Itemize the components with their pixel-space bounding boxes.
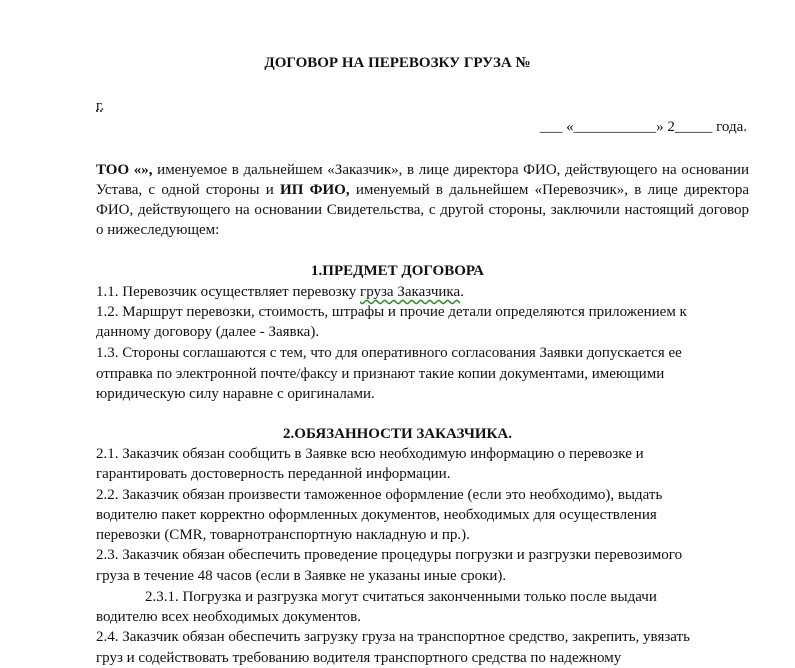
clause-1-3-cont-1: отправка по электронной почте/факсу и признают такие копии документами, имеющими xyxy=(96,366,665,382)
carrier-party: ИП ФИО, xyxy=(280,182,350,198)
intro-text-2: именуемый в дальнейшем «Перевозчик», в лице директора ФИО, действующего на основании Свидетельства, с другой стороны, заключили настоящий договор о нижеследующем: xyxy=(96,182,749,238)
clause-1-2-cont: данному договору (далее - Заявка). xyxy=(96,324,320,340)
clause-2-3-1-cont: водителю всех необходимых документов. xyxy=(96,609,362,625)
city-label: г. xyxy=(96,98,105,114)
contract-date: ___ «___________» 2_____ года. xyxy=(539,119,747,135)
intro-paragraph xyxy=(96,160,749,240)
clause-2-1-cont: гарантировать достоверность переданной информации. xyxy=(96,466,451,482)
document-title: ДОГОВОР НА ПЕРЕВОЗКУ ГРУЗА № xyxy=(264,55,531,71)
clause-2-3-1: 2.3.1. Погрузка и разгрузка могут считаться законченными только после выдачи xyxy=(145,589,657,605)
clause-2-3-cont: груза в течение 48 часов (если в Заявке не указаны иные сроки). xyxy=(96,568,507,584)
intro-text-1: именуемое в дальнейшем «Заказчик», в лице директора ФИО, действующего на основании Устава, с одной стороны и xyxy=(96,162,749,198)
clause-1-1-end: . xyxy=(460,284,464,300)
clause-2-2-cont-1: водителю пакет корректно оформленных документов, необходимых для осуществления xyxy=(96,507,657,523)
clause-2-2-cont-2: перевозки (CMR, товарнотранспортную накладную и пр.). xyxy=(96,527,470,543)
clause-1-1-text: 1.1. Перевозчик осуществляет перевозку xyxy=(96,284,361,300)
clause-2-2: 2.2. Заказчик обязан произвести таможенное оформление (если это необходимо), выдать xyxy=(96,487,663,503)
customer-party: ТОО «», xyxy=(96,162,153,178)
clause-2-3: 2.3. Заказчик обязан обеспечить проведение процедуры погрузки и разгрузки перевозимого xyxy=(96,547,683,563)
clause-1-1-underlined: груза Заказчика xyxy=(360,284,461,300)
section-2-heading: 2.ОБЯЗАННОСТИ ЗАКАЗЧИКА. xyxy=(283,426,512,442)
clause-1-1 xyxy=(96,282,756,302)
section-1-heading: 1.ПРЕДМЕТ ДОГОВОРА xyxy=(311,263,484,279)
clause-2-4: 2.4. Заказчик обязан обеспечить загрузку груза на транспортное средство, закрепить, увязать xyxy=(96,629,690,645)
clause-1-3-cont-2: юридическую силу наравне с оригиналами. xyxy=(96,386,375,402)
clause-1-2: 1.2. Маршрут перевозки, стоимость, штрафы и прочие детали определяются приложением к xyxy=(96,304,687,320)
clause-2-4-cont: груз и содействовать требованию водителя транспортного средства по надежному xyxy=(96,650,622,666)
clause-1-3: 1.3. Стороны соглашаются с тем, что для оперативного согласования Заявки допускается ее xyxy=(96,345,682,361)
clause-2-1: 2.1. Заказчик обязан сообщить в Заявке всю необходимую информацию о перевозке и xyxy=(96,446,644,462)
